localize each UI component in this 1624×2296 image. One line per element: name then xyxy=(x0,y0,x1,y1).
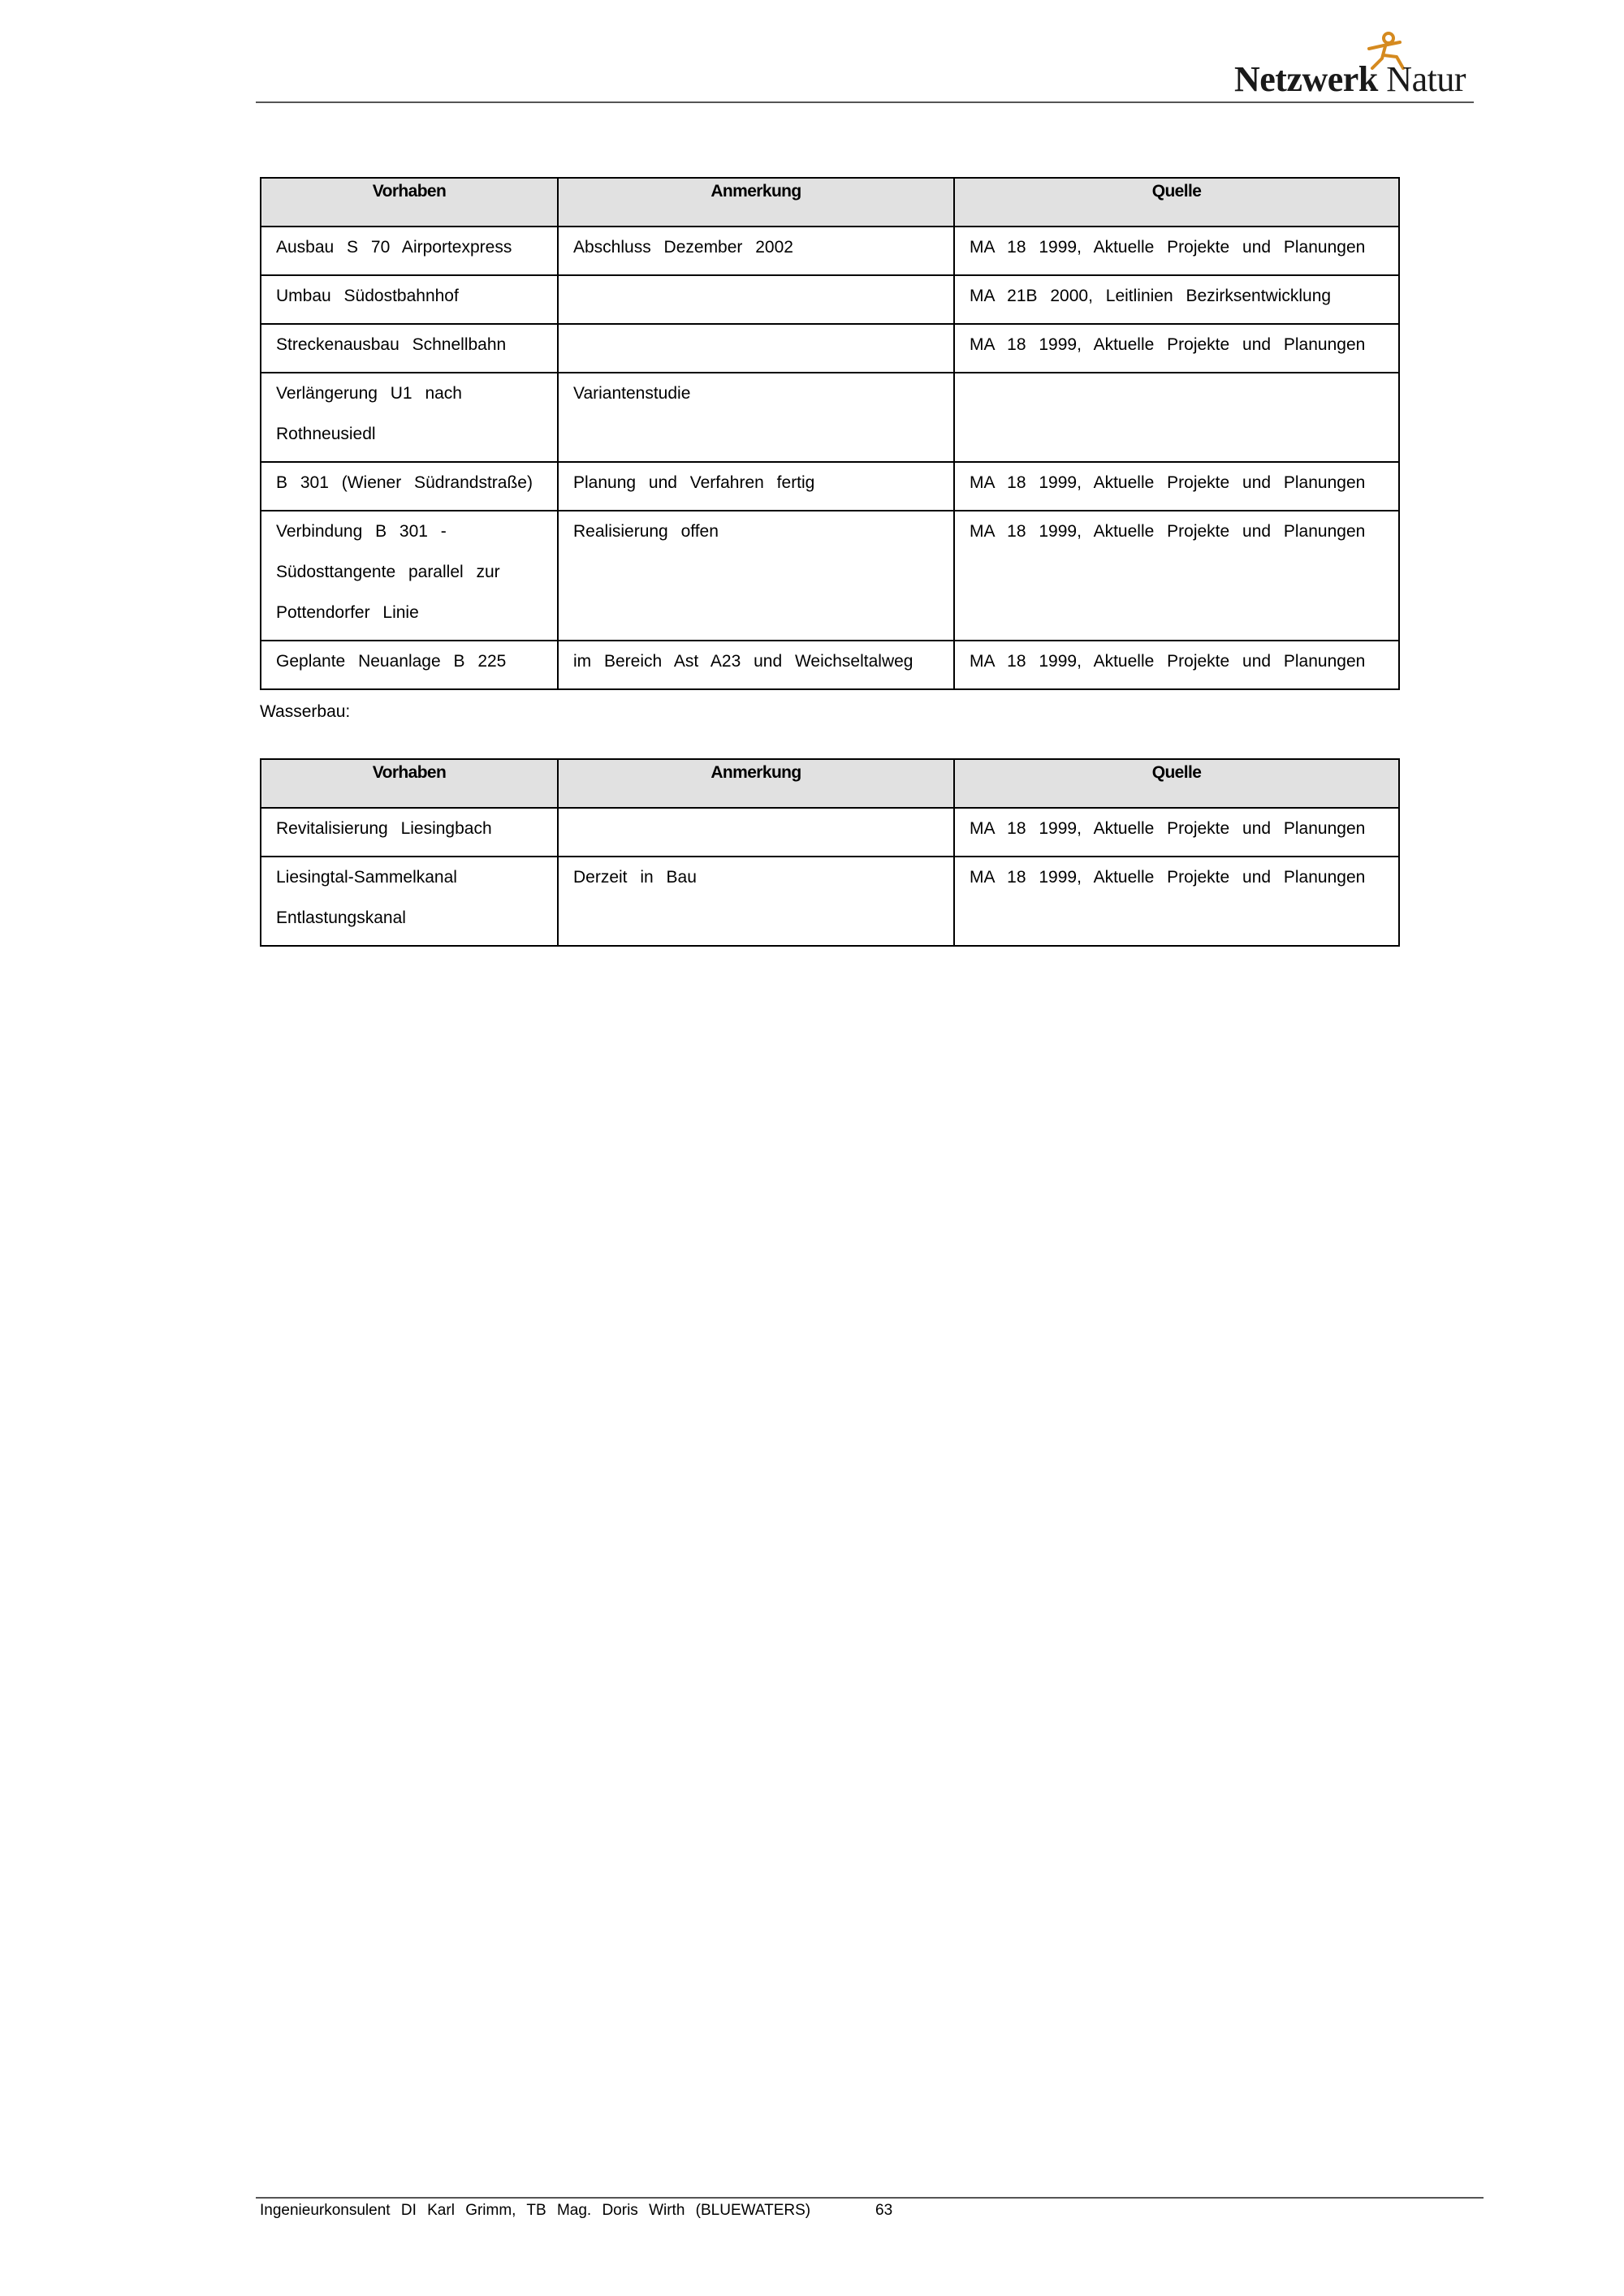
table-row xyxy=(261,641,1399,689)
column-header-anmerkung: Anmerkung xyxy=(558,178,954,227)
cell-vorhaben xyxy=(261,227,558,275)
column-header-quelle: Quelle xyxy=(954,178,1399,227)
cell-anmerkung xyxy=(558,373,954,462)
cell-vorhaben xyxy=(261,324,558,373)
cell-line xyxy=(573,328,939,369)
cell-line: MA 18 1999, Aktuelle Projekte und Planungen xyxy=(970,238,1366,257)
cell-line: Streckenausbau Schnellbahn xyxy=(276,335,507,354)
cell-vorhaben xyxy=(261,641,558,689)
logo-wordmark xyxy=(1234,58,1466,100)
logo-wordmark-bold: Netzwerk xyxy=(1234,59,1378,99)
cell-line: MA 18 1999, Aktuelle Projekte und Planungen xyxy=(970,868,1366,887)
cell-line: im Bereich Ast A23 und Weichseltalweg xyxy=(573,652,914,671)
footer-divider xyxy=(256,2197,1484,2199)
cell-line: Planung und Verfahren fertig xyxy=(573,473,815,492)
wasserbau-projects-table xyxy=(260,758,1400,947)
table-row xyxy=(261,808,1399,857)
cell-quelle xyxy=(954,227,1399,275)
cell-quelle xyxy=(954,275,1399,324)
table-row xyxy=(261,324,1399,373)
verkehr-projects-table xyxy=(260,177,1400,690)
header-divider xyxy=(256,101,1474,103)
cell-line: Pottendorfer Linie xyxy=(276,603,419,622)
column-header-anmerkung: Anmerkung xyxy=(558,759,954,808)
table-header-row xyxy=(261,759,1399,808)
cell-vorhaben xyxy=(261,275,558,324)
cell-quelle xyxy=(954,373,1399,462)
cell-line: MA 18 1999, Aktuelle Projekte und Planungen xyxy=(970,473,1366,492)
cell-quelle xyxy=(954,511,1399,641)
cell-line: MA 18 1999, Aktuelle Projekte und Planungen xyxy=(970,652,1366,671)
cell-line: Variantenstudie xyxy=(573,384,691,403)
cell-vorhaben xyxy=(261,373,558,462)
cell-anmerkung xyxy=(558,324,954,373)
cell-anmerkung xyxy=(558,511,954,641)
cell-line: Ausbau S 70 Airportexpress xyxy=(276,238,512,257)
cell-line: Geplante Neuanlage B 225 xyxy=(276,652,507,671)
cell-quelle xyxy=(954,857,1399,946)
cell-vorhaben xyxy=(261,857,558,946)
cell-vorhaben xyxy=(261,808,558,857)
table-row xyxy=(261,275,1399,324)
cell-anmerkung xyxy=(558,462,954,511)
table-row xyxy=(261,373,1399,462)
cell-quelle xyxy=(954,808,1399,857)
cell-vorhaben xyxy=(261,511,558,641)
table-header-row xyxy=(261,178,1399,227)
cell-line: MA 21B 2000, Leitlinien Bezirksentwicklung xyxy=(970,287,1332,305)
cell-line: Rothneusiedl xyxy=(276,425,376,443)
table-row xyxy=(261,511,1399,641)
page-number: 63 xyxy=(875,2202,893,2219)
cell-anmerkung xyxy=(558,227,954,275)
cell-anmerkung xyxy=(558,275,954,324)
cell-line: Abschluss Dezember 2002 xyxy=(573,238,793,257)
cell-quelle xyxy=(954,324,1399,373)
cell-line: B 301 (Wiener Südrandstraße) xyxy=(276,473,533,492)
cell-line: Derzeit in Bau xyxy=(573,868,697,887)
cell-line: Revitalisierung Liesingbach xyxy=(276,819,492,838)
cell-quelle xyxy=(954,641,1399,689)
cell-line: MA 18 1999, Aktuelle Projekte und Planungen xyxy=(970,819,1366,838)
footer-authors: Ingenieurkonsulent DI Karl Grimm, TB Mag. Doris Wirth (BLUEWATERS) xyxy=(260,2202,811,2219)
table-row xyxy=(261,462,1399,511)
cell-anmerkung xyxy=(558,857,954,946)
cell-anmerkung xyxy=(558,808,954,857)
table-row xyxy=(261,857,1399,946)
cell-line: Verlängerung U1 nach xyxy=(276,384,462,403)
cell-quelle xyxy=(954,462,1399,511)
column-header-vorhaben: Vorhaben xyxy=(261,759,558,808)
cell-line xyxy=(573,812,939,852)
cell-line: Entlastungskanal xyxy=(276,908,406,927)
section-heading-wasserbau: Wasserbau: xyxy=(260,702,351,721)
table-row xyxy=(261,227,1399,275)
cell-line xyxy=(573,279,939,320)
logo-wordmark-regular: Natur xyxy=(1386,59,1466,99)
cell-line xyxy=(970,377,1384,417)
cell-line: Umbau Südostbahnhof xyxy=(276,287,459,305)
cell-line: MA 18 1999, Aktuelle Projekte und Planungen xyxy=(970,522,1366,541)
cell-line: Verbindung B 301 - xyxy=(276,522,447,541)
column-header-vorhaben: Vorhaben xyxy=(261,178,558,227)
cell-line: Liesingtal-Sammelkanal xyxy=(276,868,457,887)
cell-line: MA 18 1999, Aktuelle Projekte und Planungen xyxy=(970,335,1366,354)
cell-anmerkung xyxy=(558,641,954,689)
cell-line: Südosttangente parallel zur xyxy=(276,563,500,581)
netzwerk-natur-logo xyxy=(1234,31,1478,104)
cell-line: Realisierung offen xyxy=(573,522,719,541)
cell-vorhaben xyxy=(261,462,558,511)
column-header-quelle: Quelle xyxy=(954,759,1399,808)
